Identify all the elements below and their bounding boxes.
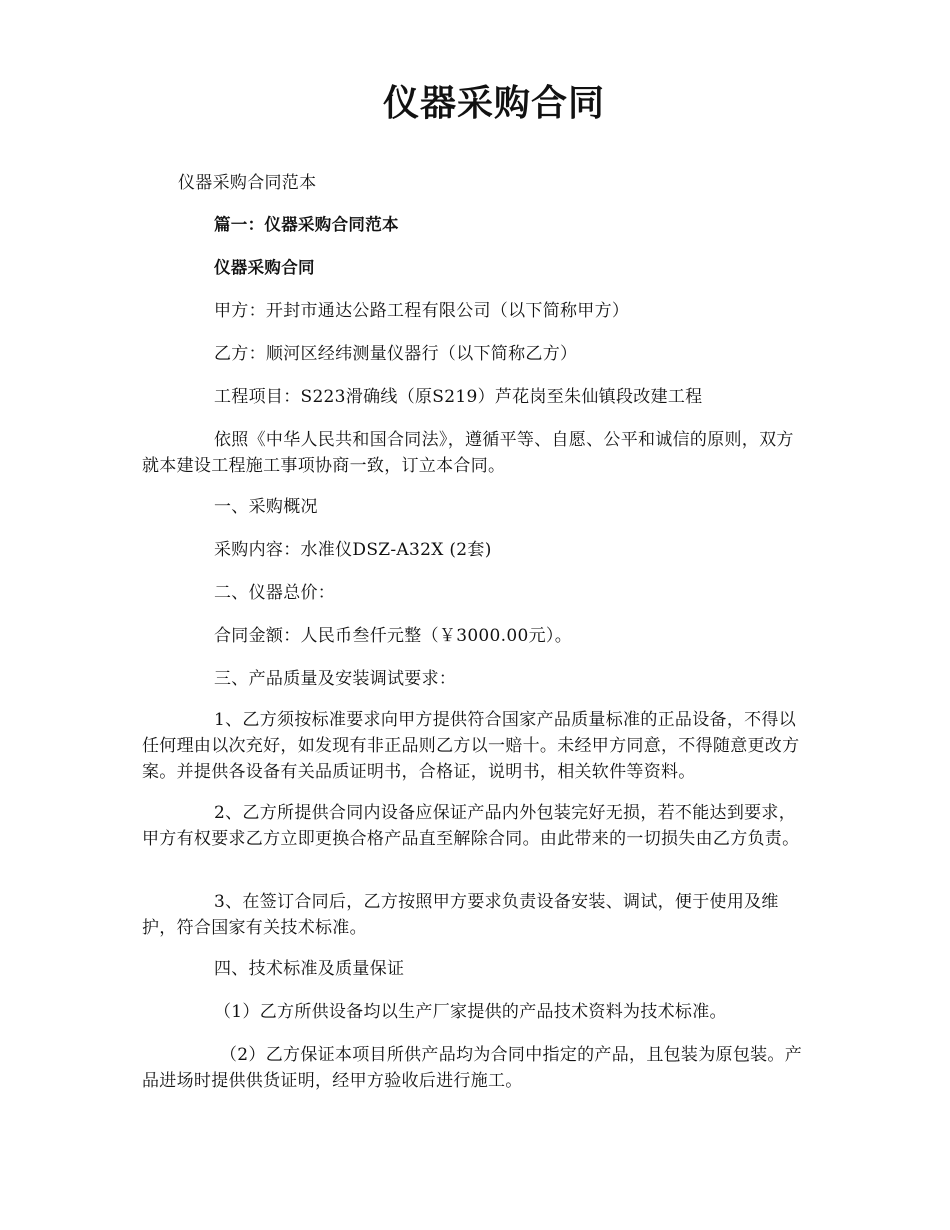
quality-item-1: 1、乙方须按标准要求向甲方提供符合国家产品质量标准的正品设备，不得以任何理由以次充好，如发现有非正品则乙方以一赔十。未经甲方同意，不得随意更改方案。并提供各设备有关品质证明书，合格证，说明书，相关软件等资料。 (142, 710, 800, 782)
doc-subtitle: 仪器采购合同范本 (178, 173, 317, 193)
clause-heading-4: 四、技术标准及质量保证 (214, 959, 405, 979)
quality-item-3: 3、在签订合同后，乙方按照甲方要求负责设备安装、调试，便于使用及维护，符合国家有关技术标准。 (142, 892, 779, 938)
purchase-content: 采购内容：水准仪DSZ-A32X (2套) (214, 540, 492, 560)
document-title: 仪器采购合同 (382, 83, 605, 124)
preamble-paragraph: 依照《中华人民共和国合同法》，遵循平等、自愿、公平和诚信的原则，双方就本建设工程施工事项协商一致，订立本合同。 (142, 430, 794, 476)
contract-amount: 合同金额：人民币叁仟元整（￥3000.00元）。 (214, 626, 572, 646)
clause-heading-1: 一、采购概况 (214, 497, 318, 517)
standard-item-2: （2）乙方保证本项目所供产品均为合同中指定的产品，且包装为原包装。产品进场时提供供货证明，经甲方验收后进行施工。 (142, 1045, 803, 1091)
standard-item-1: （1）乙方所供设备均以生产厂家提供的产品技术资料为技术标准。 (214, 1002, 727, 1022)
contract-heading: 仪器采购合同 (214, 258, 315, 277)
party-a: 甲方：开封市通达公路工程有限公司（以下简称甲方） (214, 301, 630, 321)
project-name: 工程项目：S223滑确线（原S219）芦花岗至朱仙镇段改建工程 (214, 387, 703, 407)
clause-heading-3: 三、产品质量及安装调试要求： (214, 669, 457, 689)
party-b: 乙方：顺河区经纬测量仪器行（以下简称乙方） (214, 344, 578, 364)
quality-item-2: 2、乙方所提供合同内设备应保证产品内外包装完好无损，若不能达到要求，甲方有权要求乙方立即更换合格产品直至解除合同。由此带来的一切损失由乙方负责。 (142, 803, 800, 849)
clause-heading-2: 二、仪器总价： (214, 583, 336, 603)
section-heading: 篇一：仪器采购合同范本 (214, 215, 399, 234)
